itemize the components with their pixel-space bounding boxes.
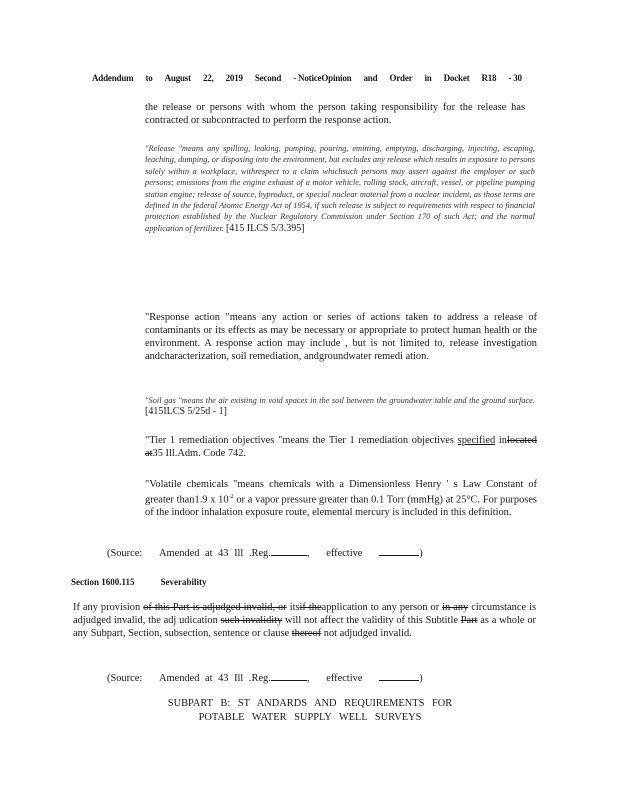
section-heading — [71, 577, 207, 587]
sev-text-4: circumstance is adjudged invalid, the adj udication — [73, 602, 537, 626]
sev-deleted-5: Part — [460, 615, 478, 626]
volatile-chemicals-paragraph — [145, 478, 537, 519]
header-day: 22, — [202, 73, 214, 83]
header-order: Order — [389, 73, 413, 83]
sev-deleted-3: in any — [442, 602, 469, 613]
header-second: Second — [254, 73, 282, 83]
tier1-deleted-text: located at — [145, 435, 537, 459]
header-notice: - NoticeOpinion — [293, 73, 352, 83]
severability-paragraph — [73, 601, 536, 640]
soil-gas-citation: [415ILCS 5/25d - 1] — [145, 406, 227, 418]
source-amended: Amended at 43 Ill .Reg. — [159, 548, 271, 559]
header-docket-suffix: - 30 — [508, 73, 522, 83]
sev-text-2: its — [286, 602, 300, 613]
effective-blank — [379, 546, 419, 556]
tier1-paragraph — [145, 434, 537, 460]
source-label: (Source: — [107, 548, 143, 559]
source-note-2: (Source: Amended at 43 Ill .Reg. , effective ) — [107, 673, 423, 684]
reg-blank-2 — [271, 671, 307, 681]
release-definition-paragraph — [145, 143, 535, 234]
sev-text-6: as a whole or any Subpart, Section, subsection, sentence or clause — [73, 615, 536, 639]
release-definition-text: "Release "means any spilling, leaking, pumping, pouring, emitting, emptying, discharging, injecting, escaping, leaching, dumping, or disposing into the environment, but excludes any release which results in exposure to persons solely within a workplace, withrespect to a claim whichsuch persons may assert against the employer or such persons; emissions from the engine exhaust of a motor vehicle, rolling stock, aircraft, vessel, or pipeline pumping station engine; release of source, byproduct, or special nuclear material from a nuclear incident, as those terms are defined in the federal Atomic Energy Act of 1954, if such release is subject to requirements with respect to financial protection established by the Nuclear Regulatory Commission under Section 170 of such Act; and the normal application of fertilizer. — [145, 144, 535, 233]
section-number: Section 1600.115 — [71, 577, 135, 587]
soil-gas-text: "Soil gas "means the air existing in void spaces in the soil between the groundwater table and the ground surface. — [145, 396, 535, 405]
tier1-inserted-text: specified — [457, 435, 496, 446]
sev-deleted-4: such invalidity — [220, 615, 283, 626]
source-effective: effective — [326, 548, 363, 559]
sev-deleted-1: of this Part is adjudged invalid, or — [143, 602, 287, 613]
subpart-line-1: SUBPART B: ST ANDARDS AND REQUIREMENTS FOR — [167, 698, 453, 709]
response-action-paragraph: "Response action "means any action or series of actions taken to address a release of contaminants or its effects as may be necessary or appropriate to protect human health or the environment. A response action may include , but is not limited to, release investigation andcharacterization, soil remediation, andgroundwater remedi ation. — [145, 312, 537, 362]
header-in: in — [424, 73, 432, 83]
tier1-text: "Tier 1 remediation objectives "means the Tier 1 remediation objectives — [145, 435, 458, 446]
volatile-text-cont: or a vapor pressure greater than 0.1 Torr (mmHg) at 25°C. For purposes of the indoor inhalation exposure route, elemental mercury is included in this definition. — [145, 494, 537, 519]
header-year: 2019 — [225, 73, 243, 83]
section-title: Severability — [160, 577, 207, 587]
tier1-in: in — [495, 435, 507, 446]
header-to: to — [145, 73, 153, 83]
header-docket: Docket — [443, 73, 470, 83]
release-continuation-paragraph: the release or persons with whom the person taking responsibility for the release has contracted or subcontracted to perform the response action. — [145, 102, 525, 126]
source-close: ) — [419, 548, 423, 559]
header-and: and — [363, 73, 378, 83]
release-citation: [415 ILCS 5/3.395] — [225, 222, 305, 234]
sev-text-5: will not affect the validity of this Subtitle — [282, 615, 461, 626]
subpart-line-2: POTABLE WATER SUPPLY WELL SURVEYS — [198, 712, 422, 723]
source-close-2: ) — [419, 673, 423, 684]
soil-gas-paragraph — [145, 395, 535, 418]
sev-text-7: not adjudged invalid. — [321, 628, 412, 639]
sev-deleted-2: if the — [299, 602, 322, 613]
sev-deleted-6: thereof — [291, 628, 322, 639]
source-effective-2: effective — [326, 673, 363, 684]
header-month: August — [164, 73, 191, 83]
sev-text-1: If any provision — [73, 602, 144, 613]
volatile-exponent: -2 — [228, 494, 234, 500]
effective-blank-2 — [379, 671, 419, 681]
subpart-heading — [150, 697, 470, 725]
header-docket-number: R18 — [481, 73, 497, 83]
header-prefix: Addendum — [92, 73, 134, 83]
tier1-code: 35 Ill.Adm. Code 742. — [152, 448, 247, 459]
source-amended-2: Amended at 43 Ill .Reg. — [159, 673, 271, 684]
reg-blank — [271, 546, 307, 556]
volatile-text: "Volatile chemicals "means chemicals with a Dimensionless Henry ' s Law Constant of greater than1.9 x 10 — [145, 479, 537, 506]
page-header — [92, 73, 522, 83]
source-label-2: (Source: — [107, 673, 143, 684]
source-note: (Source: Amended at 43 Ill .Reg. , effective ) — [107, 548, 423, 559]
sev-text-3: application to any person or — [321, 602, 443, 613]
